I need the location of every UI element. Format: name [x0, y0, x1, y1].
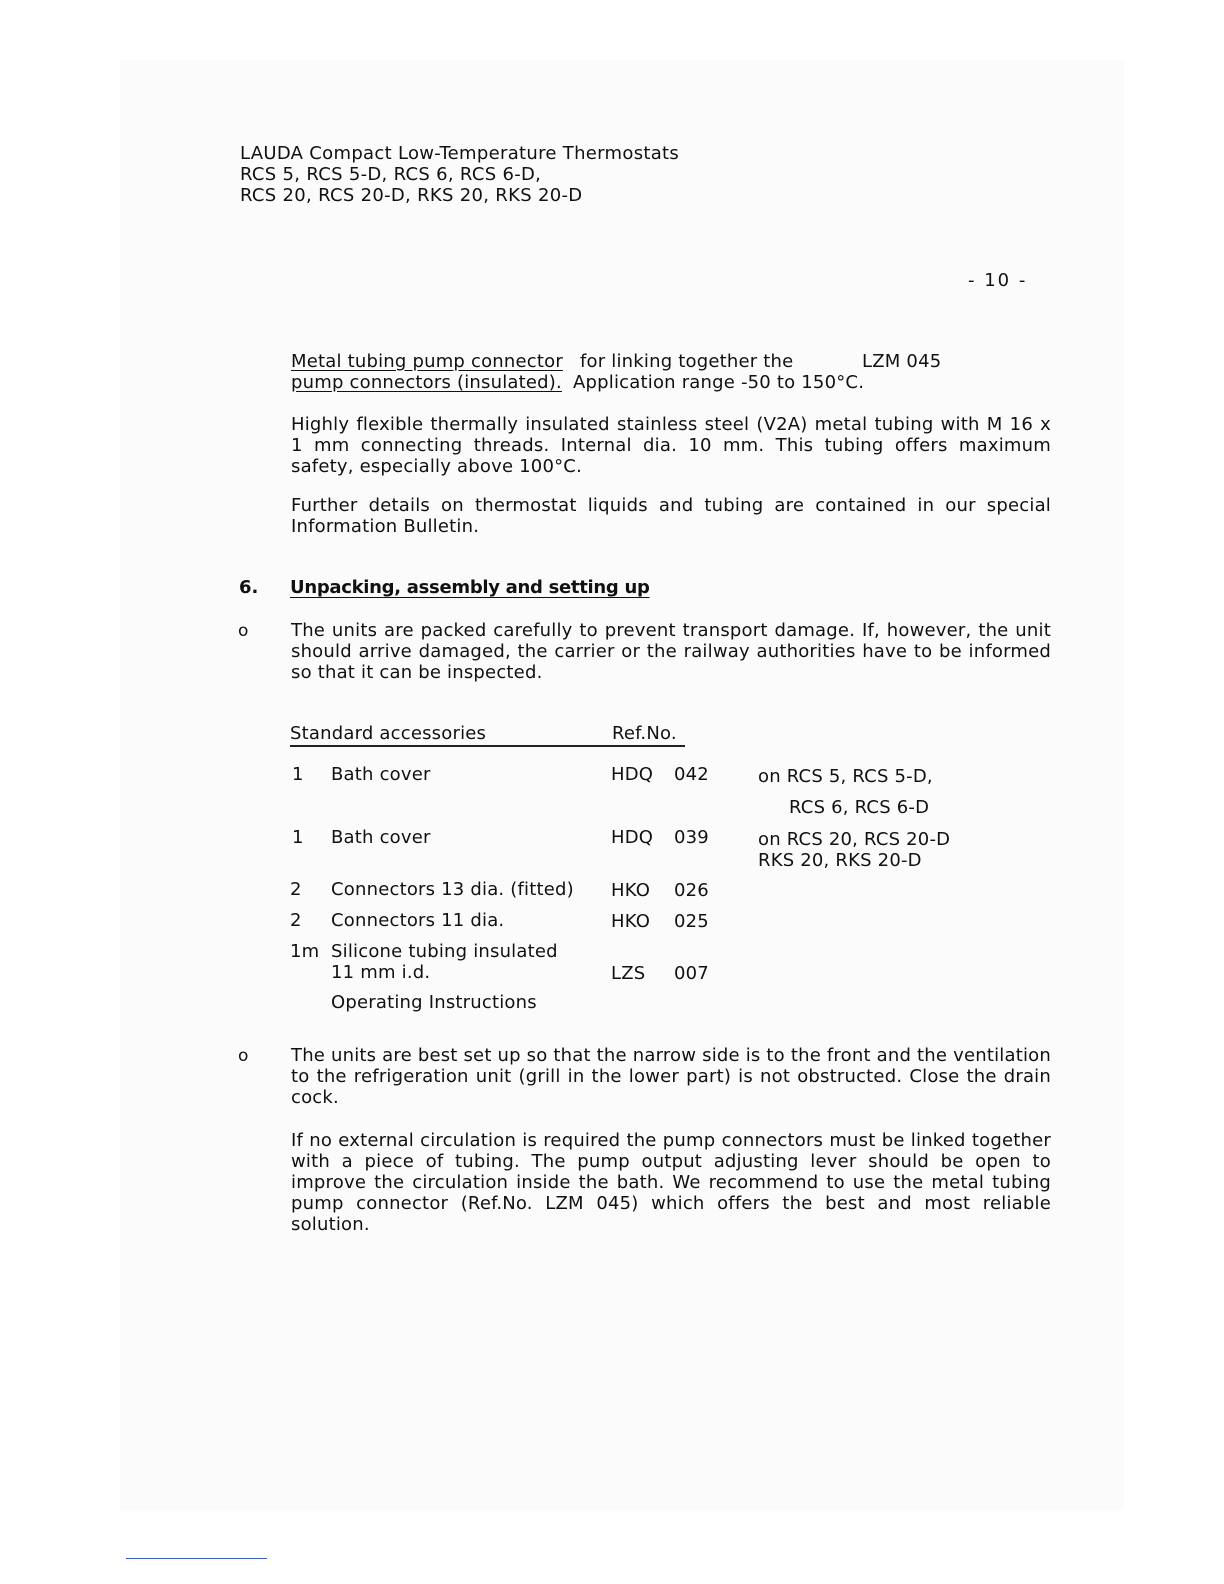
row4-ref-code: HKO — [611, 911, 651, 932]
section-number: 6. — [239, 577, 259, 598]
row5-qty: 1m — [290, 941, 320, 962]
row3-item: Connectors 13 dia. (fitted) — [331, 879, 574, 900]
metal-tubing-range: Application range -50 to 150°C. — [573, 372, 865, 393]
tubing-description: Highly flexible thermally insulated stainless steel (V2A) metal tubing with M 16 x 1 mm connecting threads. Internal dia. 10 mm. This tubing offers maximum safety, especially above 100°C. — [291, 414, 1051, 477]
row1-note-2: RCS 6, RCS 6-D — [789, 797, 930, 818]
row1-ref-code: HDQ — [611, 764, 654, 785]
doc-header-title: LAUDA Compact Low-Temperature Thermostats — [240, 143, 680, 164]
doc-header-models-2: RCS 20, RCS 20-D, RKS 20, RKS 20-D — [240, 185, 583, 206]
row2-ref-num: 039 — [674, 827, 709, 848]
row2-qty: 1 — [292, 827, 304, 848]
row1-qty: 1 — [292, 764, 304, 785]
row5-item-2: 11 mm i.d. — [331, 962, 431, 983]
unpacking-note: The units are packed carefully to prevent transport damage. If, however, the unit should arrive damaged, the carrier or the railway authorities have to be informed so that it can be inspected. — [291, 620, 1051, 683]
row4-qty: 2 — [290, 910, 302, 931]
row5-item: Silicone tubing insulated — [331, 941, 558, 962]
row6-item: Operating Instructions — [331, 992, 537, 1013]
metal-tubing-title: Metal tubing pump connector — [291, 351, 563, 372]
row4-item: Connectors 11 dia. — [331, 910, 505, 931]
row3-ref-code: HKO — [611, 880, 651, 901]
ref-header: Ref.No. — [612, 723, 677, 744]
row2-ref-code: HDQ — [611, 827, 654, 848]
row1-item: Bath cover — [331, 764, 431, 785]
row5-ref-code: LZS — [611, 963, 646, 984]
page-number: - 10 - — [968, 270, 1028, 291]
row1-note: on RCS 5, RCS 5-D, — [758, 766, 933, 787]
footer-rule — [126, 1558, 267, 1559]
setup-note: The units are best set up so that the narrow side is to the front and the ventilation to the refrigeration unit (grill in the lower part) is not obstructed. Close the drain cock. — [291, 1045, 1051, 1108]
metal-tubing-ref: LZM 045 — [862, 351, 942, 372]
row3-qty: 2 — [290, 879, 302, 900]
row2-item: Bath cover — [331, 827, 431, 848]
row1-ref-num: 042 — [674, 764, 709, 785]
bullet-marker: o — [238, 621, 249, 641]
section-title: Unpacking, assembly and setting up — [290, 577, 650, 598]
doc-header-models-1: RCS 5, RCS 5-D, RCS 6, RCS 6-D, — [240, 164, 542, 185]
row3-ref-num: 026 — [674, 880, 709, 901]
table-header-rule — [290, 745, 685, 747]
row2-note-2: RKS 20, RKS 20-D — [758, 850, 922, 871]
metal-tubing-title-2: pump connectors (insulated). — [291, 372, 562, 393]
metal-tubing-text: for linking together the — [580, 351, 794, 372]
row5-ref-num: 007 — [674, 963, 709, 984]
row4-ref-num: 025 — [674, 911, 709, 932]
accessories-header: Standard accessories — [290, 723, 487, 744]
circulation-note: If no external circulation is required the pump connectors must be linked together with a piece of tubing. The pump output adjusting lever should be open to improve the circulation inside the bath. We recommend to use the metal tubing pump connector (Ref.No. LZM 045) which offers the best and most reliable solution. — [291, 1130, 1051, 1235]
further-details: Further details on thermostat liquids and tubing are contained in our special Information Bulletin. — [291, 495, 1051, 537]
row2-note: on RCS 20, RCS 20-D — [758, 829, 951, 850]
bullet-marker-2: o — [238, 1046, 249, 1066]
